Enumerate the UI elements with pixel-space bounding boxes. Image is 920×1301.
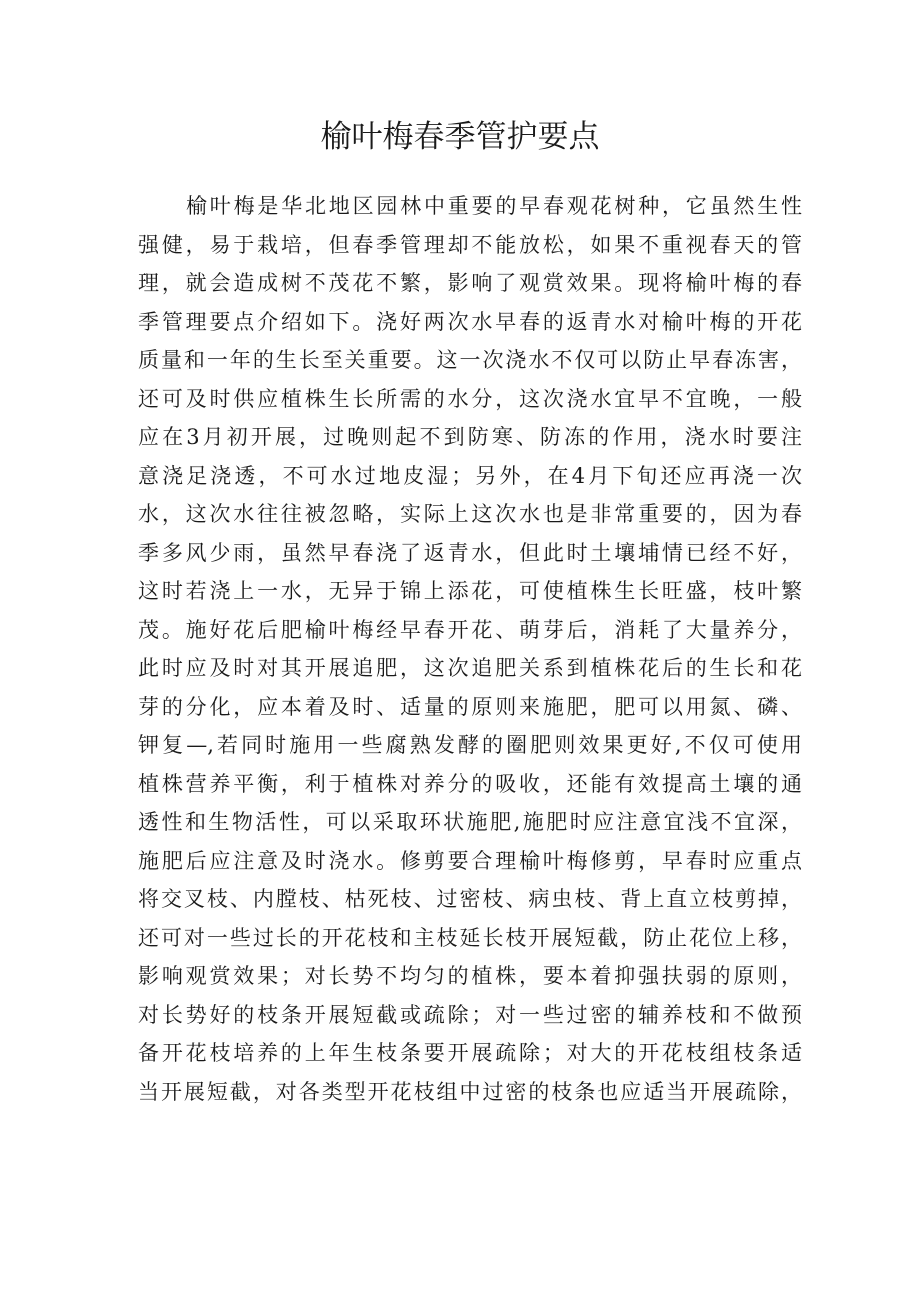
text-line: 水，这次水往往被忽略，实际上这次水也是非常重要的，因为春 (138, 502, 802, 526)
text-line: 还可及时供应植株生长所需的水分，这次浇水宜早不宜晚，一般 (138, 386, 802, 411)
text-line: 强健，易于栽培，但春季管理却不能放松，如果不重视春天的管 (138, 232, 802, 257)
text-line: 备开花枝培养的上年生枝条要开展疏除；对大的开花枝组枝条适 (138, 1041, 802, 1065)
text-line: 应在3月初开展，过晚则起不到防寒、防冻的作用，浇水时要注 (138, 425, 802, 449)
text-line: 将交叉枝、内膛枝、枯死枝、过密枝、病虫枝、背上直立枝剪掉， (138, 887, 802, 911)
document-title: 榆叶梅春季管护要点 (320, 119, 600, 155)
text-line: 榆叶梅是华北地区园林中重要的早春观花树种，它虽然生性 (186, 194, 802, 218)
body-paragraph (138, 187, 802, 1111)
text-line: 施肥后应注意及时浇水。修剪要合理榆叶梅修剪，早春时应重点 (138, 848, 802, 873)
text-line: 钾复—,若同时施用一些腐熟发酵的圈肥则效果更好,不仅可使用 (138, 733, 802, 757)
text-line: 这时若浇上一水，无异于锦上添花，可使植株生长旺盛，枝叶繁 (138, 579, 802, 603)
text-line: 茂。施好花后肥榆叶梅经早春开花、萌芽后，消耗了大量养分， (138, 617, 802, 642)
text-line: 还可对一些过长的开花枝和主枝延长枝开展短截，防止花位上移， (138, 925, 802, 950)
text-line: 季管理要点介绍如下。浇好两次水早春的返青水对榆叶梅的开花 (138, 309, 802, 334)
text-line: 芽的分化，应本着及时、适量的原则来施肥，肥可以用氮、磷、 (138, 694, 802, 719)
text-line: 理，就会造成树不茂花不繁，影响了观赏效果。现将榆叶梅的春 (138, 271, 802, 295)
text-line: 对长势好的枝条开展短截或疏除；对一些过密的辅养枝和不做预 (138, 1002, 802, 1027)
text-line: 透性和生物活性，可以采取环状施肥,施肥时应注意宜浅不宜深， (138, 810, 802, 834)
text-line: 植株营养平衡，利于植株对养分的吸收，还能有效提高土壤的通 (138, 771, 802, 796)
text-line: 质量和一年的生长至关重要。这一次浇水不仅可以防止早春冻害， (138, 348, 802, 372)
text-line: 季多风少雨，虽然早春浇了返青水，但此时土壤埔情已经不好， (138, 540, 802, 565)
text-line: 意浇足浇透，不可水过地皮湿；另外，在4月下旬还应再浇一次 (138, 463, 802, 488)
text-line: 当开展短截，对各类型开花枝组中过密的枝条也应适当开展疏除， (138, 1079, 802, 1104)
text-line: 影响观赏效果；对长势不均匀的植株，要本着抑强扶弱的原则， (138, 964, 802, 988)
text-line: 此时应及时对其开展追肥，这次追肥关系到植株花后的生长和花 (138, 656, 802, 680)
